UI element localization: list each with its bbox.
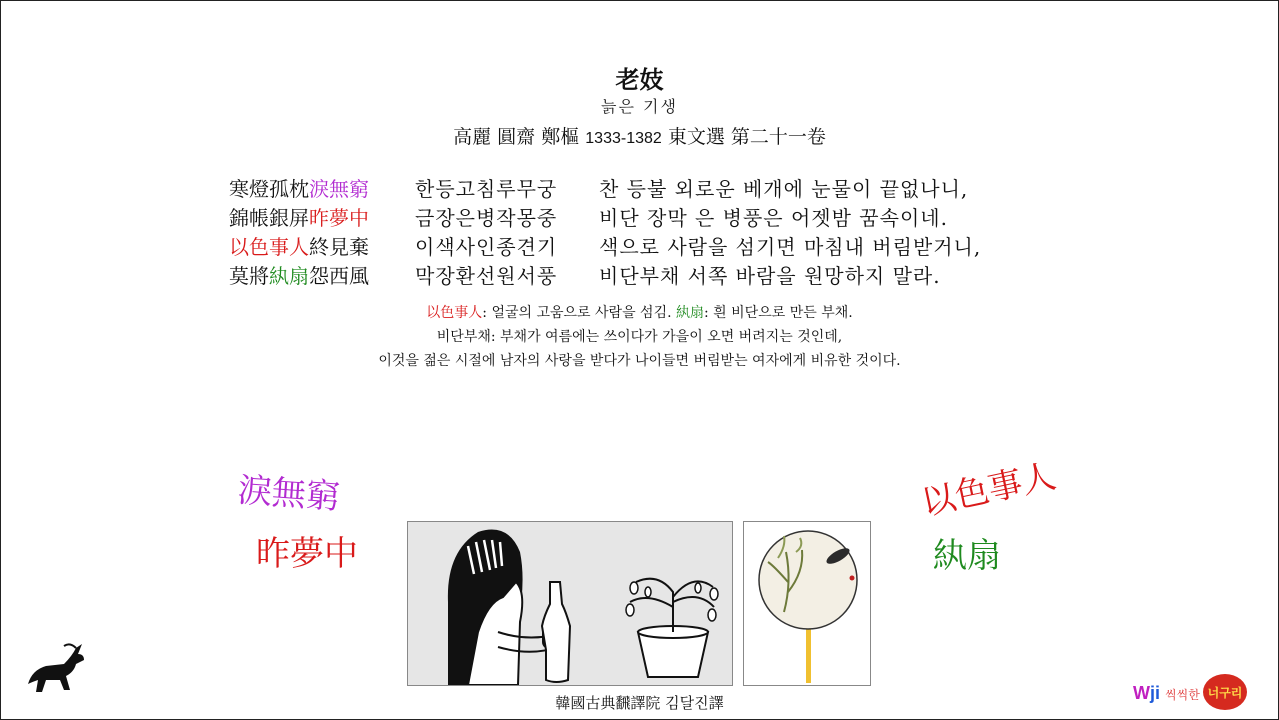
poem-reading: 막장환선원서풍	[415, 264, 558, 288]
hanja-segment: 寒燈孤枕	[229, 177, 309, 201]
poem-line	[229, 175, 981, 204]
byline-author: 高麗 圓齋 鄭樞	[453, 126, 580, 148]
hanja-segment: 錦帳銀屏	[229, 206, 309, 230]
poem-hanja	[229, 175, 415, 204]
note-line-1	[0, 301, 1279, 325]
poem-subtitle: 늙은 기생	[601, 97, 678, 116]
hanja-segment: 淚無窮	[309, 177, 369, 201]
woman-bottle-plant-illustration	[408, 522, 732, 685]
hanja-segment: 紈扇	[269, 264, 309, 288]
logo-tagline: 씩씩한	[1165, 688, 1200, 702]
poem-line	[229, 204, 981, 233]
poem-hanja	[229, 262, 415, 291]
note-line-3: 이것을 젊은 시절에 남자의 사랑을 받다가 나이들면 버림받는 여자에게 비유한 것이다.	[378, 353, 901, 369]
callout-fan: 紈扇	[933, 536, 1001, 576]
hanja-segment: 以色事人	[229, 235, 309, 259]
poem-line	[229, 262, 981, 291]
poem-title: 老妓	[615, 65, 664, 94]
raccoon-badge-text: 너구리	[1207, 685, 1243, 700]
poem-reading: 한등고침루무궁	[415, 177, 558, 201]
illustration-woman-panel	[407, 521, 733, 686]
note-term-1: 以色事人	[426, 305, 483, 321]
hanja-segment: 怨西風	[309, 264, 369, 288]
byline-source: 東文選 第二十一卷	[667, 126, 826, 148]
notes	[0, 301, 1279, 373]
note-line-2: 비단부채: 부채가 여름에는 쓰이다가 가을이 오면 버려지는 것인데,	[436, 329, 843, 345]
illustration-fan-panel	[743, 521, 871, 686]
poem-line	[229, 233, 981, 262]
note-text-1: : 얼굴의 고움으로 사람을 섬김.	[482, 305, 677, 321]
poem-hanja	[229, 233, 415, 262]
poem-reading: 이색사인종견기	[415, 235, 558, 259]
poem-translation: 비단부채 서쪽 바람을 원망하지 말라.	[599, 264, 941, 288]
byline-dates: 1333-1382	[585, 130, 662, 147]
poem-translation: 찬 등불 외로운 베개에 눈물이 끝없나니,	[599, 177, 969, 201]
poem-byline	[0, 122, 1279, 149]
logo-w: W	[1133, 683, 1150, 703]
wji-logo	[1133, 683, 1200, 704]
logo-ji: ji	[1150, 683, 1161, 703]
poem-body	[229, 175, 981, 291]
hanja-segment: 昨夢中	[309, 206, 369, 230]
poem-translation: 색으로 사람을 섬기면 마침내 버림받거니,	[599, 235, 982, 259]
note-term-2: 紈扇	[676, 305, 705, 321]
goat-icon	[20, 640, 86, 700]
note-text-2: : 흰 비단으로 만든 부채.	[704, 305, 853, 321]
round-fan-illustration	[744, 522, 870, 685]
poem-hanja	[229, 204, 415, 233]
poem-translation: 비단 장막 은 병풍은 어젯밤 꿈속이네.	[599, 206, 948, 230]
raccoon-badge	[1203, 674, 1247, 710]
callout-tears: 淚無窮	[236, 470, 342, 518]
credit: 韓國古典飜譯院 김달진譯	[555, 694, 724, 712]
hanja-segment: 終見棄	[309, 235, 369, 259]
callout-dream: 昨夢中	[256, 534, 358, 574]
callout-serving: 以色事人	[918, 456, 1060, 524]
hanja-segment: 莫將	[229, 264, 269, 288]
poem-reading: 금장은병작몽중	[415, 206, 558, 230]
